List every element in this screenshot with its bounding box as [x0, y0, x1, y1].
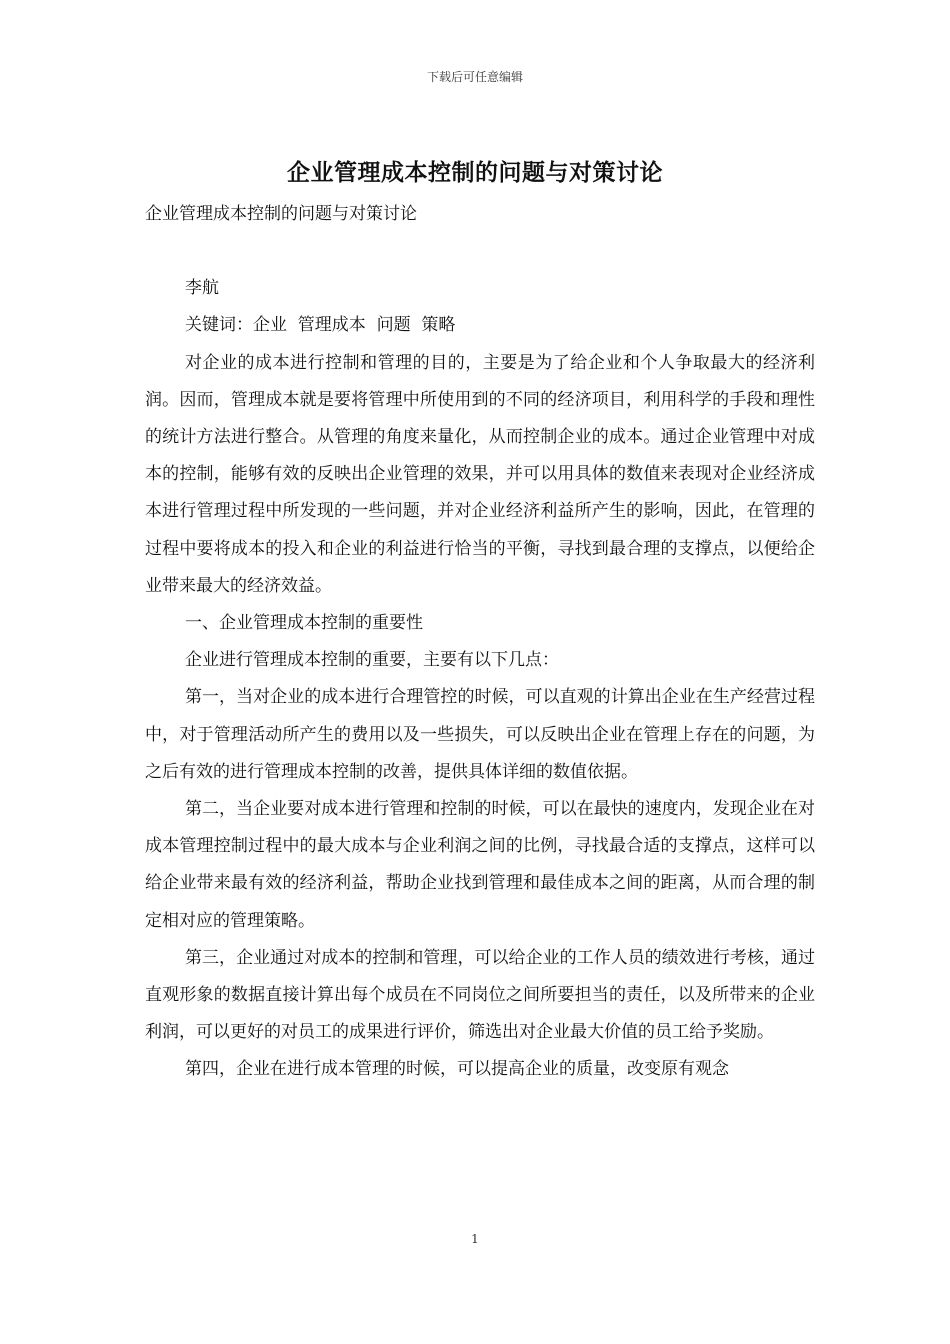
document-title: 企业管理成本控制的问题与对策讨论 [287, 159, 663, 186]
paragraph-point-2: 第二，当企业要对成本进行管理和控制的时候，可以在最快的速度内，发现企业在对成本管理控制过程中的最大成本与企业利润之间的比例，寻找最合适的支撑点，这样可以给企业带来最有效的经济利益，帮助企业找到管理和最佳成本之间的距离，从而合理的制定相对应的管理策略。 [145, 799, 815, 931]
page-number: 1 [471, 1232, 479, 1246]
paragraph-point-3: 第三，企业通过对成本的控制和管理，可以给企业的工作人员的绩效进行考核，通过直观形象的数据直接计算出每个成员在不同岗位之间所要担当的责任，以及所带来的企业利润，可以更好的对员工的成果进行评价，筛选出对企业最大价值的员工给予奖励。 [145, 947, 815, 1043]
paragraph-intro: 对企业的成本进行控制和管理的目的，主要是为了给企业和个人争取最大的经济利润。因而，管理成本就是要将管理中所使用到的不同的经济项目，利用科学的手段和理性的统计方法进行整合。从管理的角度来量化，从而控制企业的成本。通过企业管理中对成本的控制，能够有效的反映出企业管理的效果，并可以用具体的数值来表现对企业经济成本进行管理过程中所发现的一些问题，并对企业经济利益所产生的影响，因此，在管理的过程中要将成本的投入和企业的利益进行恰当的平衡，寻找到最合理的支撑点，以便给企业带来最大的经济效益。 [145, 352, 815, 596]
document-body [145, 196, 815, 1089]
section-heading: 一、企业管理成本控制的重要性 [185, 613, 423, 634]
header-note: 下载后可任意编辑 [426, 70, 523, 84]
subtitle: 企业管理成本控制的问题与对策讨论 [145, 204, 417, 224]
keywords: 关键词：企业 管理成本 问题 策略 [185, 315, 456, 336]
paragraph-lead: 企业进行管理成本控制的重要，主要有以下几点： [185, 650, 559, 671]
paragraph-point-1: 第一，当对企业的成本进行合理管控的时候，可以直观的计算出企业在生产经营过程中，对于管理活动所产生的费用以及一些损失，可以反映出企业在管理上存在的问题，为之后有效的进行管理成本控制的改善，提供具体详细的数值依据。 [145, 687, 815, 782]
author: 李航 [185, 278, 219, 299]
paragraph-point-4: 第四，企业在进行成本管理的时候，可以提高企业的质量，改变原有观念 [185, 1059, 729, 1080]
